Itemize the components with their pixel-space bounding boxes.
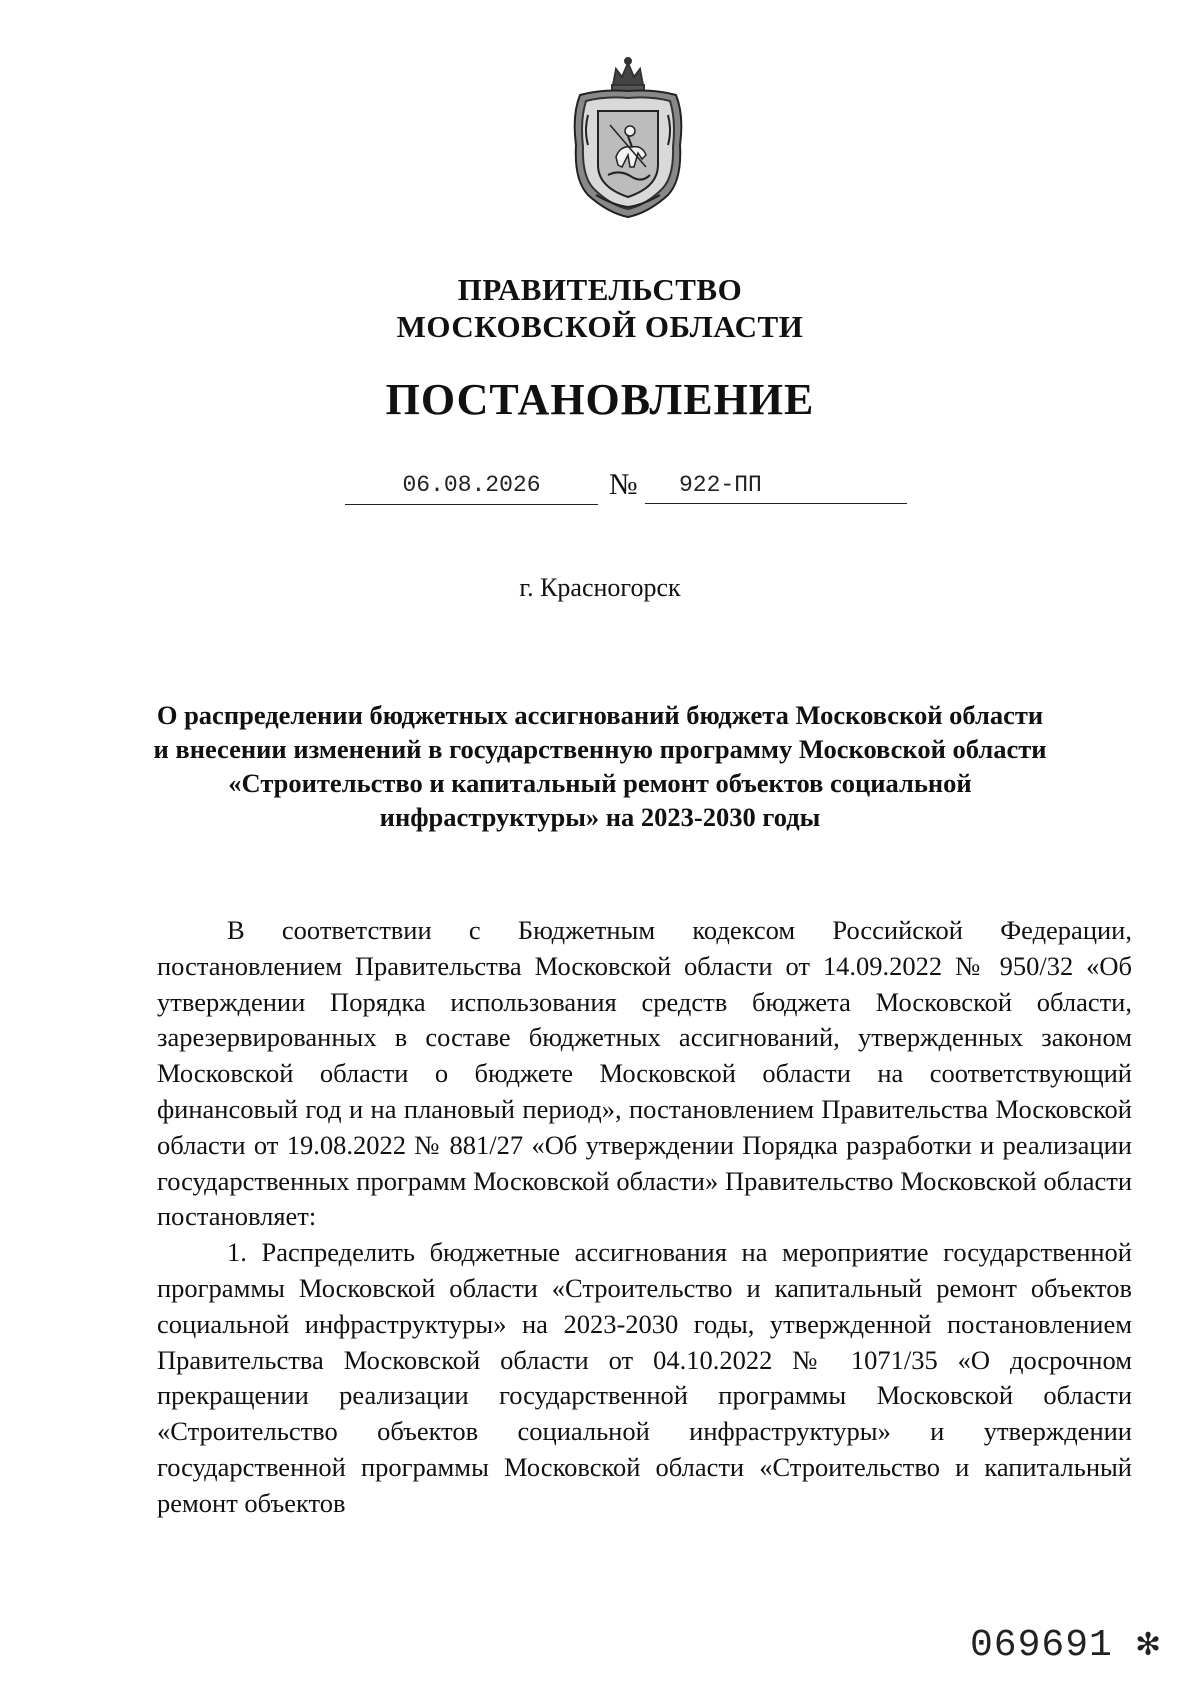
organization-name-line2: МОСКОВСКОЙ ОБЛАСТИ xyxy=(396,309,804,344)
organization-name-line1: ПРАВИТЕЛЬСТВО xyxy=(457,272,743,307)
coat-of-arms-emblem xyxy=(558,55,698,220)
body-paragraph: 1. Распределить бюджетные ассигнования на мероприятие государственной программы Московской области «Строительство и капитальный ремонт объектов социальной инфраструктуры» на 2023-2030 годы, утвержденной постановлением Правительства Московской области от 04.10.2022 № 1071/35 «О досрочном прекращении реализации государственной программы Московской области «Строительство объектов социальной инфраструктуры» и утверждении государственной программы Московской области «Строительство и капитальный ремонт объектов xyxy=(157,1237,1132,1518)
city-name: г. Красногорск xyxy=(519,573,681,602)
document-type-heading: ПОСТАНОВЛЕНИЕ xyxy=(385,375,815,424)
body-paragraph: В соответствии с Бюджетным кодексом Российской Федерации, постановлением Правительства Московской области от 14.09.2022 № 950/32 «Об утверждении Порядка использования средств бюджета Московской области, зарезервированных в составе бюджетных ассигнований, утвержденных законом Московской области о бюджете Московской области на соответствующий финансовый год и на плановый период», постановлением Правительства Московской области от 19.08.2022 № 881/27 «Об утверждении Порядка разработки и реализации государственных программ Московской области» Правительство Московской области постановляет: xyxy=(157,915,1132,1232)
number-sign: № xyxy=(609,468,638,501)
serial-number-text: 069691 xyxy=(970,1624,1113,1667)
document-body xyxy=(157,913,1132,1522)
asterisk-mark-icon: ✻ xyxy=(1136,1624,1161,1667)
serial-number xyxy=(970,1620,1161,1667)
document-title: О распределении бюджетных ассигнований бюджета Московской области и внесении изменений в государственную программу Московской области «Строительство и капитальный ремонт объектов социальной инфраструктуры» на 2023-2030 годы xyxy=(153,700,1047,832)
document-number: 922-ПП xyxy=(645,470,907,504)
document-date: 06.08.2026 xyxy=(345,470,598,505)
